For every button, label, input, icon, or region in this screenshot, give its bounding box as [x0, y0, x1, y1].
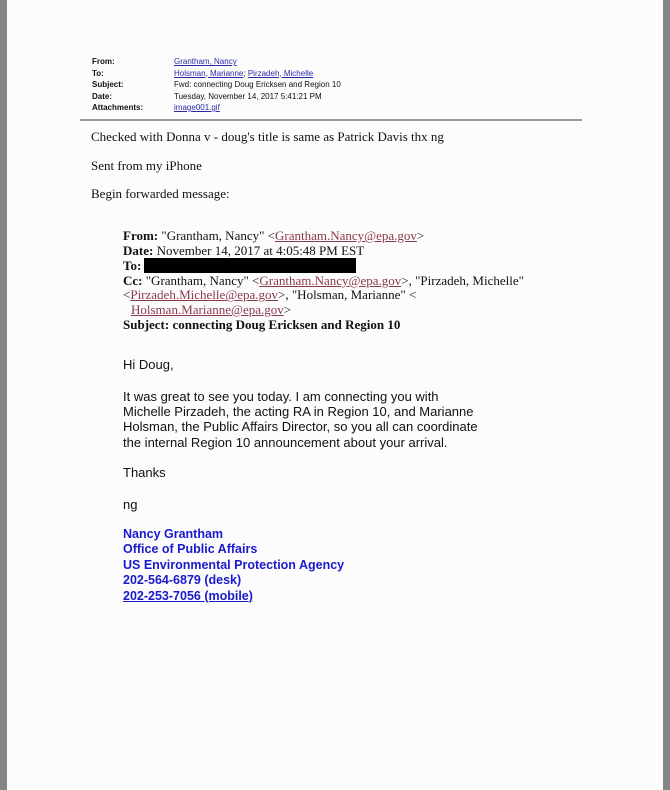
signature-name: Nancy Grantham — [123, 527, 224, 541]
to-link[interactable]: Holsman, Marianne — [174, 68, 244, 78]
attachments-label: Attachments: — [92, 103, 144, 112]
body-line: Checked with Donna v - doug's title is same as Patrick Davis thx ng — [91, 129, 444, 144]
paragraph-line: Michelle Pirzadeh, the acting RA in Region 10, and Marianne — [123, 404, 474, 420]
text: >, "Pirzadeh, Michelle" < — [123, 272, 524, 303]
body-line: Sent from my iPhone — [91, 158, 202, 173]
text: > — [283, 301, 292, 317]
email-link[interactable]: Holsman.Marianne@epa.gov — [131, 301, 284, 317]
email-link[interactable]: Grantham.Nancy@epa.gov — [275, 228, 417, 243]
to-link[interactable]: Pirzadeh, Michelle — [247, 68, 314, 78]
paragraph-line: It was great to see you today. I am connecting you with — [123, 389, 439, 404]
fwd-from-name: "Grantham, Nancy" < — [158, 228, 275, 243]
fwd-date: November 14, 2017 at 4:05:48 PM EST — [153, 242, 365, 258]
to-label: To: — [92, 68, 104, 78]
fwd-date-label: Date: — [123, 242, 154, 258]
email-link[interactable]: Grantham.Nancy@epa.gov — [259, 272, 402, 288]
fwd-subject: Subject: connecting Doug Ericksen and Region 10 — [123, 316, 401, 332]
signature-mobile-phone[interactable]: 202-253-7056 (mobile) — [123, 588, 253, 603]
signature-office: Office of Public Affairs — [123, 542, 258, 557]
signature-desk-phone: 202-564-6879 (desk) — [123, 573, 242, 588]
date-label: Date: — [92, 91, 113, 101]
fwd-to-label: To: — [123, 258, 142, 274]
fwd-cc-label: Cc: — [123, 272, 143, 288]
signature-agency: US Environmental Protection Agency — [123, 557, 345, 572]
attachment-link[interactable]: image001.gif — [174, 103, 220, 112]
initials: ng — [123, 497, 138, 512]
date-value: Tuesday, November 14, 2017 5:41:21 PM — [174, 91, 322, 101]
page-edge-left — [0, 0, 7, 790]
header-divider — [80, 119, 582, 121]
text: "Grantham, Nancy" < — [142, 272, 260, 288]
page-edge-right — [663, 0, 670, 790]
email-link[interactable]: Pirzadeh.Michelle@epa.gov — [130, 287, 279, 303]
text: > — [416, 228, 425, 243]
subject-value: Fwd: connecting Doug Ericksen and Region 10 — [174, 80, 341, 89]
fwd-from-label: From: — [123, 228, 159, 243]
email-header — [92, 56, 341, 114]
paragraph-line: the internal Region 10 announcement about your arrival. — [123, 434, 448, 450]
message-paragraph — [123, 389, 478, 450]
signature-block — [123, 527, 344, 604]
from-label: From: — [92, 57, 115, 66]
body-line: Begin forwarded message: — [91, 186, 230, 201]
forwarded-headers — [123, 229, 563, 332]
thanks: Thanks — [123, 465, 166, 480]
paragraph-line: Holsman, the Public Affairs Director, so you all can coordinate — [123, 419, 478, 435]
text: >, "Holsman, Marianne" < — [278, 287, 417, 303]
greeting: Hi Doug, — [123, 357, 174, 372]
subject-label: Subject: — [92, 80, 124, 89]
redaction-box — [144, 258, 356, 273]
from-link[interactable]: Grantham, Nancy — [174, 57, 237, 66]
to-separator: ; — [243, 68, 248, 78]
